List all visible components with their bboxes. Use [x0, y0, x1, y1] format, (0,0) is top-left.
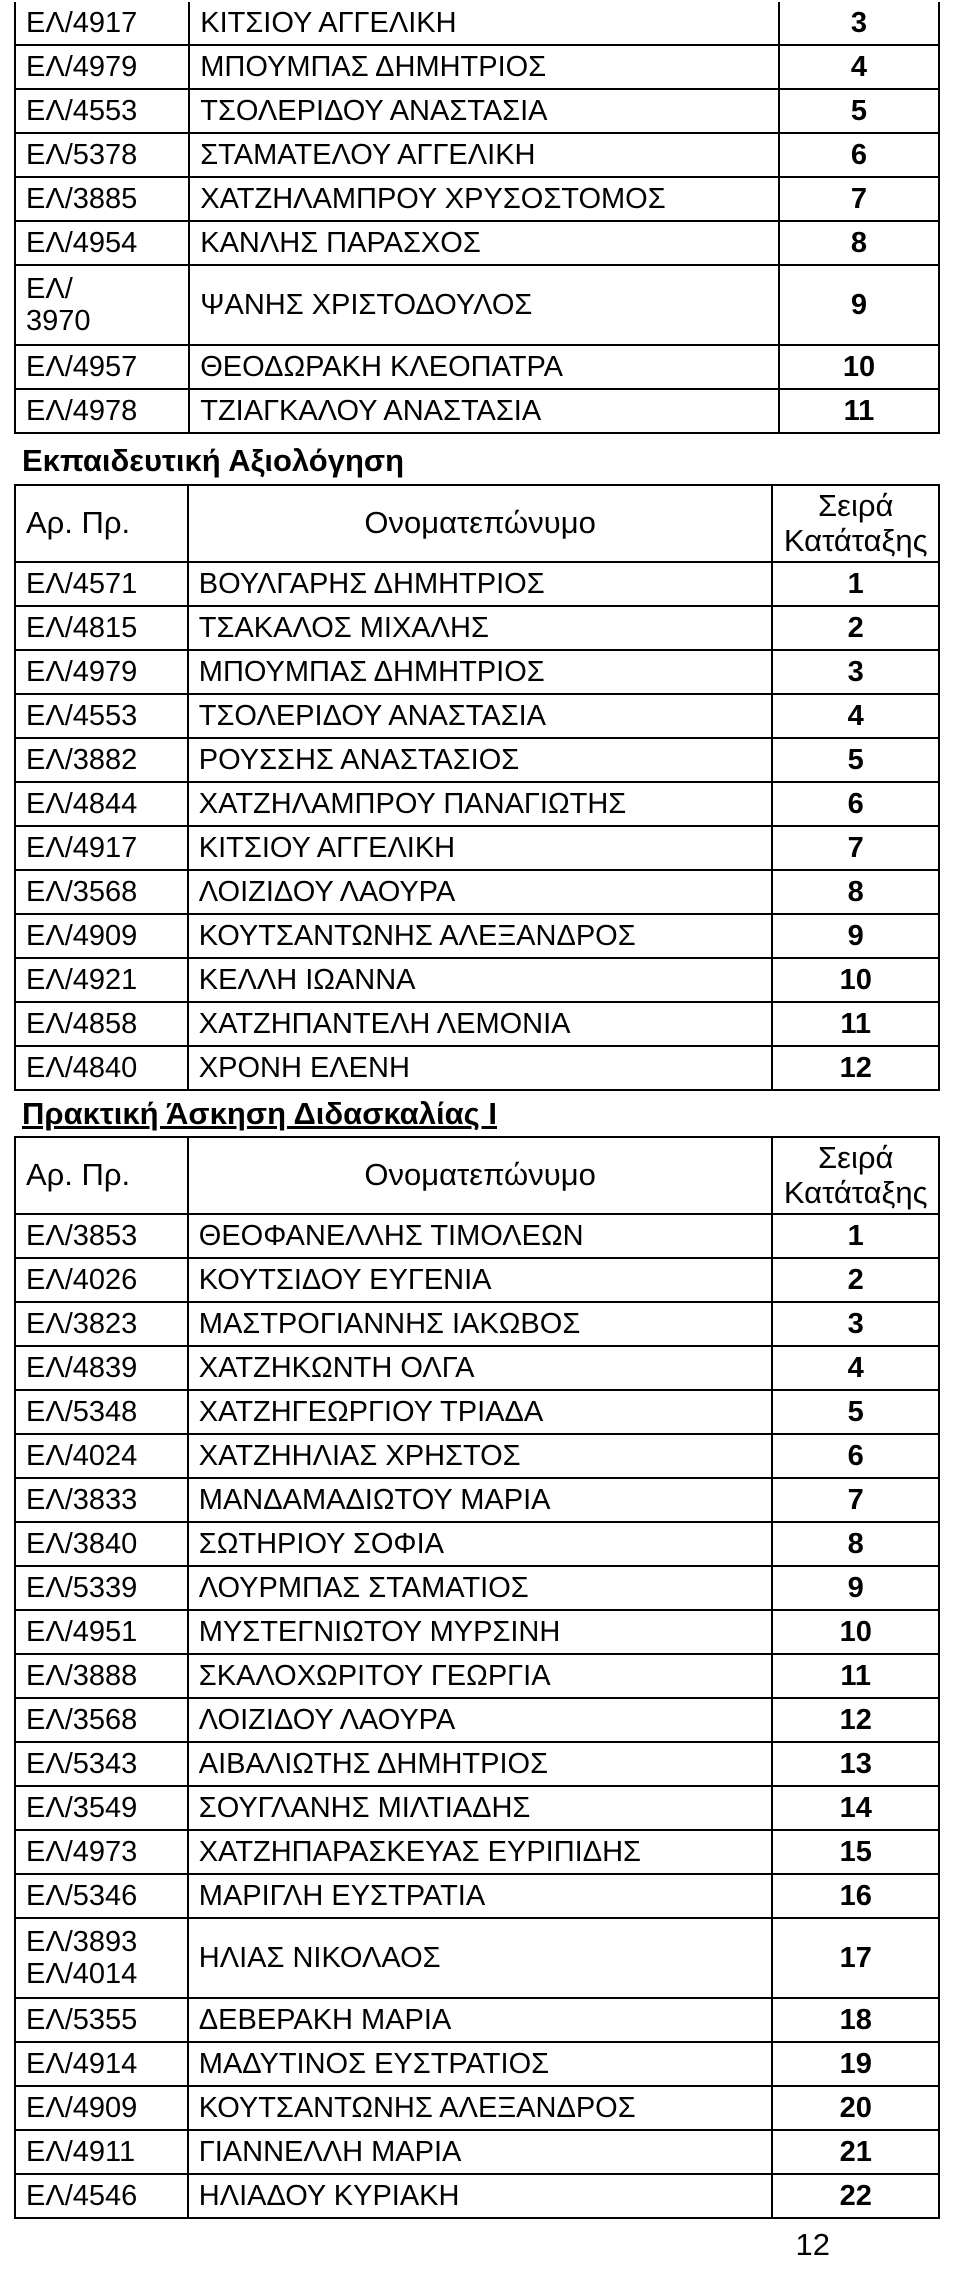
- table-row: [15, 1742, 939, 1786]
- cell-name: ΧΑΤΖΗΚΩΝΤΗ ΟΛΓΑ: [188, 1346, 773, 1390]
- cell-name: ΜΑΝΔΑΜΑΔΙΩΤΟΥ ΜΑΡΙΑ: [188, 1478, 773, 1522]
- cell-name: ΚΟΥΤΣΑΝΤΩΝΗΣ ΑΛΕΞΑΝΔΡΟΣ: [188, 914, 773, 958]
- table-row: [15, 1610, 939, 1654]
- table-row: [15, 1302, 939, 1346]
- cell-code: ΕΛ/4917: [15, 826, 188, 870]
- header-name: Ονοματεπώνυμο: [188, 1137, 773, 1214]
- cell-rank: 16: [772, 1874, 939, 1918]
- cell-rank: 1: [772, 562, 939, 606]
- header-rank-line1: Σειρά: [818, 488, 894, 523]
- cell-code: ΕΛ/4553: [15, 694, 188, 738]
- cell-name: ΣΩΤΗΡΙΟΥ ΣΟΦΙΑ: [188, 1522, 773, 1566]
- section-title-educational-assessment: Εκπαιδευτική Αξιολόγηση: [22, 443, 405, 478]
- cell-code: ΕΛ/3823: [15, 1302, 188, 1346]
- cell-name: ΛΟΥΡΜΠΑΣ ΣΤΑΜΑΤΙΟΣ: [188, 1566, 773, 1610]
- section-title-teaching-practice: Πρακτική Άσκηση Διδασκαλίας Ι: [22, 1096, 497, 1131]
- cell-name: ΡΟΥΣΣΗΣ ΑΝΑΣΤΑΣΙΟΣ: [188, 738, 773, 782]
- table-row: [15, 782, 939, 826]
- table-row: [15, 1918, 939, 1998]
- cell-rank: 17: [772, 1918, 939, 1998]
- cell-name: ΣΚΑΛΟΧΩΡΙΤΟΥ ΓΕΩΡΓΙΑ: [188, 1654, 773, 1698]
- cell-code: ΕΛ/5348: [15, 1390, 188, 1434]
- educational-assessment-table: [14, 484, 940, 1091]
- cell-code: ΕΛ/3568: [15, 1698, 188, 1742]
- cell-name: ΘΕΟΦΑΝΕΛΛΗΣ ΤΙΜΟΛΕΩΝ: [188, 1214, 773, 1258]
- cell-rank: 5: [779, 89, 939, 133]
- cell-name: ΑΙΒΑΛΙΩΤΗΣ ΔΗΜΗΤΡΙΟΣ: [188, 1742, 773, 1786]
- cell-name: ΚΙΤΣΙΟΥ ΑΓΓΕΛΙΚΗ: [189, 2, 779, 45]
- table-row: [15, 2086, 939, 2130]
- cell-name: ΧΡΟΝΗ ΕΛΕΝΗ: [188, 1046, 773, 1090]
- header-code: Αρ. Πρ.: [15, 1137, 188, 1214]
- cell-code: [15, 265, 189, 345]
- cell-rank: 11: [779, 389, 939, 433]
- cell-rank: 15: [772, 1830, 939, 1874]
- cell-code: ΕΛ/4978: [15, 389, 189, 433]
- cell-code-line2: ΕΛ/4014: [26, 1958, 138, 1991]
- table-row: [15, 133, 939, 177]
- cell-rank: 10: [772, 1610, 939, 1654]
- cell-code: ΕΛ/4914: [15, 2042, 188, 2086]
- cell-name: ΓΙΑΝΝΕΛΛΗ ΜΑΡΙΑ: [188, 2130, 773, 2174]
- cell-code: ΕΛ/4921: [15, 958, 188, 1002]
- cell-name: ΚΙΤΣΙΟΥ ΑΓΓΕΛΙΚΗ: [188, 826, 773, 870]
- table-row: [15, 1002, 939, 1046]
- cell-code: ΕΛ/4858: [15, 1002, 188, 1046]
- table-row: [15, 1258, 939, 1302]
- cell-code: ΕΛ/4024: [15, 1434, 188, 1478]
- table-row: [15, 265, 939, 345]
- cell-name: ΗΛΙΑΣ ΝΙΚΟΛΑΟΣ: [188, 1918, 773, 1998]
- teaching-practice-table: [14, 1136, 940, 2219]
- cell-rank: 19: [772, 2042, 939, 2086]
- table-row: [15, 694, 939, 738]
- cell-name: ΧΑΤΖΗΛΑΜΠΡΟΥ ΧΡΥΣΟΣΤΟΜΟΣ: [189, 177, 779, 221]
- cell-rank: 3: [779, 2, 939, 45]
- cell-code: ΕΛ/4815: [15, 606, 188, 650]
- cell-rank: 12: [772, 1046, 939, 1090]
- cell-rank: 9: [779, 265, 939, 345]
- cell-rank: 7: [779, 177, 939, 221]
- cell-code: ΕΛ/4979: [15, 650, 188, 694]
- cell-name: ΜΠΟΥΜΠΑΣ ΔΗΜΗΤΡΙΟΣ: [189, 45, 779, 89]
- cell-name: ΤΣΟΛΕΡΙΔΟΥ ΑΝΑΣΤΑΣΙΑ: [189, 89, 779, 133]
- table-row: [15, 870, 939, 914]
- table-row: [15, 1874, 939, 1918]
- cell-code-line1: ΕΛ/: [26, 272, 73, 305]
- cell-code-line2: 3970: [26, 305, 91, 337]
- ranking-table-continued: [14, 2, 940, 434]
- cell-rank: 7: [772, 826, 939, 870]
- table-row: [15, 1698, 939, 1742]
- cell-rank: 14: [772, 1786, 939, 1830]
- cell-code: ΕΛ/4026: [15, 1258, 188, 1302]
- cell-name: ΧΑΤΖΗΓΕΩΡΓΙΟΥ ΤΡΙΑΔΑ: [188, 1390, 773, 1434]
- cell-code: ΕΛ/4973: [15, 1830, 188, 1874]
- cell-code: ΕΛ/4909: [15, 914, 188, 958]
- cell-name: ΔΕΒΕΡΑΚΗ ΜΑΡΙΑ: [188, 1998, 773, 2042]
- table-row: [15, 45, 939, 89]
- cell-rank: 10: [779, 345, 939, 389]
- cell-rank: 7: [772, 1478, 939, 1522]
- cell-name: ΧΑΤΖΗΠΑΝΤΕΛΗ ΛΕΜΟΝΙΑ: [188, 1002, 773, 1046]
- header-rank-line2: Κατάταξης: [783, 522, 928, 558]
- table-row: [15, 738, 939, 782]
- table-row: [15, 958, 939, 1002]
- table-row: [15, 389, 939, 433]
- cell-rank: 1: [772, 1214, 939, 1258]
- header-rank: [772, 1137, 939, 1214]
- cell-code: ΕΛ/3882: [15, 738, 188, 782]
- cell-rank: 2: [772, 1258, 939, 1302]
- cell-name: ΜΑΣΤΡΟΓΙΑΝΝΗΣ ΙΑΚΩΒΟΣ: [188, 1302, 773, 1346]
- cell-code: ΕΛ/4840: [15, 1046, 188, 1090]
- educational-assessment-table-body: [15, 562, 939, 1090]
- table-row: [15, 89, 939, 133]
- header-rank-line2: Κατάταξης: [783, 1174, 928, 1210]
- cell-name: ΛΟΙΖΙΔΟΥ ΛΑΟΥΡΑ: [188, 870, 773, 914]
- table-row: [15, 1522, 939, 1566]
- cell-code: ΕΛ/4844: [15, 782, 188, 826]
- cell-rank: 12: [772, 1698, 939, 1742]
- table-row: [15, 1830, 939, 1874]
- table-row: [15, 1434, 939, 1478]
- cell-name: ΜΠΟΥΜΠΑΣ ΔΗΜΗΤΡΙΟΣ: [188, 650, 773, 694]
- cell-rank: 3: [772, 650, 939, 694]
- cell-name: ΚΕΛΛΗ ΙΩΑΝΝΑ: [188, 958, 773, 1002]
- table-row: [15, 2130, 939, 2174]
- cell-name: ΧΑΤΖΗΗΛΙΑΣ ΧΡΗΣΤΟΣ: [188, 1434, 773, 1478]
- cell-rank: 5: [772, 1390, 939, 1434]
- cell-code: ΕΛ/3885: [15, 177, 189, 221]
- table-row: [15, 221, 939, 265]
- table-row: [15, 914, 939, 958]
- cell-name: ΧΑΤΖΗΠΑΡΑΣΚΕΥΑΣ ΕΥΡΙΠΙΔΗΣ: [188, 1830, 773, 1874]
- cell-code: ΕΛ/3853: [15, 1214, 188, 1258]
- cell-code: ΕΛ/4951: [15, 1610, 188, 1654]
- cell-rank: 8: [779, 221, 939, 265]
- cell-rank: 2: [772, 606, 939, 650]
- table-row: [15, 1046, 939, 1090]
- cell-rank: 4: [779, 45, 939, 89]
- cell-code: ΕΛ/5343: [15, 1742, 188, 1786]
- cell-code: ΕΛ/4909: [15, 2086, 188, 2130]
- cell-code: ΕΛ/4957: [15, 345, 189, 389]
- table-row: [15, 1214, 939, 1258]
- cell-name: ΚΑΝΛΗΣ ΠΑΡΑΣΧΟΣ: [189, 221, 779, 265]
- cell-rank: 21: [772, 2130, 939, 2174]
- header-code: Αρ. Πρ.: [15, 485, 188, 562]
- cell-name: ΣΤΑΜΑΤΕΛΟΥ ΑΓΓΕΛΙΚΗ: [189, 133, 779, 177]
- cell-rank: 9: [772, 1566, 939, 1610]
- cell-name: ΧΑΤΖΗΛΑΜΠΡΟΥ ΠΑΝΑΓΙΩΤΗΣ: [188, 782, 773, 826]
- cell-code: ΕΛ/4911: [15, 2130, 188, 2174]
- teaching-practice-table-body: [15, 1214, 939, 2218]
- cell-code: ΕΛ/4917: [15, 2, 189, 45]
- cell-code: ΕΛ/4839: [15, 1346, 188, 1390]
- cell-code: ΕΛ/3833: [15, 1478, 188, 1522]
- cell-rank: 9: [772, 914, 939, 958]
- cell-code: ΕΛ/4546: [15, 2174, 188, 2218]
- cell-name: ΒΟΥΛΓΑΡΗΣ ΔΗΜΗΤΡΙΟΣ: [188, 562, 773, 606]
- table-header-row: [15, 485, 939, 562]
- table-row: [15, 1390, 939, 1434]
- table-row: [15, 2174, 939, 2218]
- cell-code: ΕΛ/3549: [15, 1786, 188, 1830]
- table-row: [15, 606, 939, 650]
- table-row: [15, 345, 939, 389]
- cell-rank: 3: [772, 1302, 939, 1346]
- cell-code: ΕΛ/3840: [15, 1522, 188, 1566]
- table-row: [15, 826, 939, 870]
- table-header-row: [15, 1137, 939, 1214]
- header-rank: [772, 485, 939, 562]
- cell-name: ΘΕΟΔΩΡΑΚΗ ΚΛΕΟΠΑΤΡΑ: [189, 345, 779, 389]
- table-row: [15, 2, 939, 45]
- cell-rank: 18: [772, 1998, 939, 2042]
- cell-code: ΕΛ/5378: [15, 133, 189, 177]
- cell-code: ΕΛ/4553: [15, 89, 189, 133]
- cell-rank: 8: [772, 870, 939, 914]
- cell-rank: 6: [772, 782, 939, 826]
- cell-name: ΚΟΥΤΣΑΝΤΩΝΗΣ ΑΛΕΞΑΝΔΡΟΣ: [188, 2086, 773, 2130]
- cell-rank: 6: [772, 1434, 939, 1478]
- table-row: [15, 1346, 939, 1390]
- cell-code: ΕΛ/5346: [15, 1874, 188, 1918]
- cell-code: ΕΛ/3568: [15, 870, 188, 914]
- cell-rank: 5: [772, 738, 939, 782]
- table-row: [15, 2042, 939, 2086]
- cell-rank: 20: [772, 2086, 939, 2130]
- cell-code: ΕΛ/4571: [15, 562, 188, 606]
- table-row: [15, 650, 939, 694]
- table-row: [15, 1566, 939, 1610]
- table-row: [15, 1654, 939, 1698]
- cell-code: ΕΛ/5355: [15, 1998, 188, 2042]
- table-row: [15, 1786, 939, 1830]
- cell-code-line1: ΕΛ/3893: [26, 1925, 138, 1958]
- cell-name: ΛΟΙΖΙΔΟΥ ΛΑΟΥΡΑ: [188, 1698, 773, 1742]
- cell-name: ΣΟΥΓΛΑΝΗΣ ΜΙΛΤΙΑΔΗΣ: [188, 1786, 773, 1830]
- cell-name: ΤΣΟΛΕΡΙΔΟΥ ΑΝΑΣΤΑΣΙΑ: [188, 694, 773, 738]
- cell-rank: 8: [772, 1522, 939, 1566]
- cell-name: ΚΟΥΤΣΙΔΟΥ ΕΥΓΕΝΙΑ: [188, 1258, 773, 1302]
- cell-code: ΕΛ/5339: [15, 1566, 188, 1610]
- table-row: [15, 1478, 939, 1522]
- cell-rank: 11: [772, 1002, 939, 1046]
- cell-rank: 4: [772, 1346, 939, 1390]
- table-row: [15, 177, 939, 221]
- cell-name: ΤΖΙΑΓΚΑΛΟΥ ΑΝΑΣΤΑΣΙΑ: [189, 389, 779, 433]
- header-name: Ονοματεπώνυμο: [188, 485, 773, 562]
- header-rank-line1: Σειρά: [818, 1140, 894, 1175]
- cell-name: ΜΑΔΥΤΙΝΟΣ ΕΥΣΤΡΑΤΙΟΣ: [188, 2042, 773, 2086]
- cell-name: ΨΑΝΗΣ ΧΡΙΣΤΟΔΟΥΛΟΣ: [189, 265, 779, 345]
- ranking-table-body: [15, 2, 939, 433]
- cell-code: ΕΛ/3888: [15, 1654, 188, 1698]
- cell-code: ΕΛ/4954: [15, 221, 189, 265]
- cell-rank: 11: [772, 1654, 939, 1698]
- cell-code: [15, 1918, 188, 1998]
- cell-rank: 4: [772, 694, 939, 738]
- table-row: [15, 1998, 939, 2042]
- cell-name: ΗΛΙΑΔΟΥ ΚΥΡΙΑΚΗ: [188, 2174, 773, 2218]
- cell-name: ΤΣΑΚΑΛΟΣ ΜΙΧΑΛΗΣ: [188, 606, 773, 650]
- table-row: [15, 562, 939, 606]
- page-number: 12: [795, 2227, 830, 2262]
- cell-name: ΜΥΣΤΕΓΝΙΩΤΟΥ ΜΥΡΣΙΝΗ: [188, 1610, 773, 1654]
- cell-rank: 6: [779, 133, 939, 177]
- cell-rank: 13: [772, 1742, 939, 1786]
- cell-code: ΕΛ/4979: [15, 45, 189, 89]
- cell-rank: 22: [772, 2174, 939, 2218]
- cell-name: ΜΑΡΙΓΛΗ ΕΥΣΤΡΑΤΙΑ: [188, 1874, 773, 1918]
- cell-rank: 10: [772, 958, 939, 1002]
